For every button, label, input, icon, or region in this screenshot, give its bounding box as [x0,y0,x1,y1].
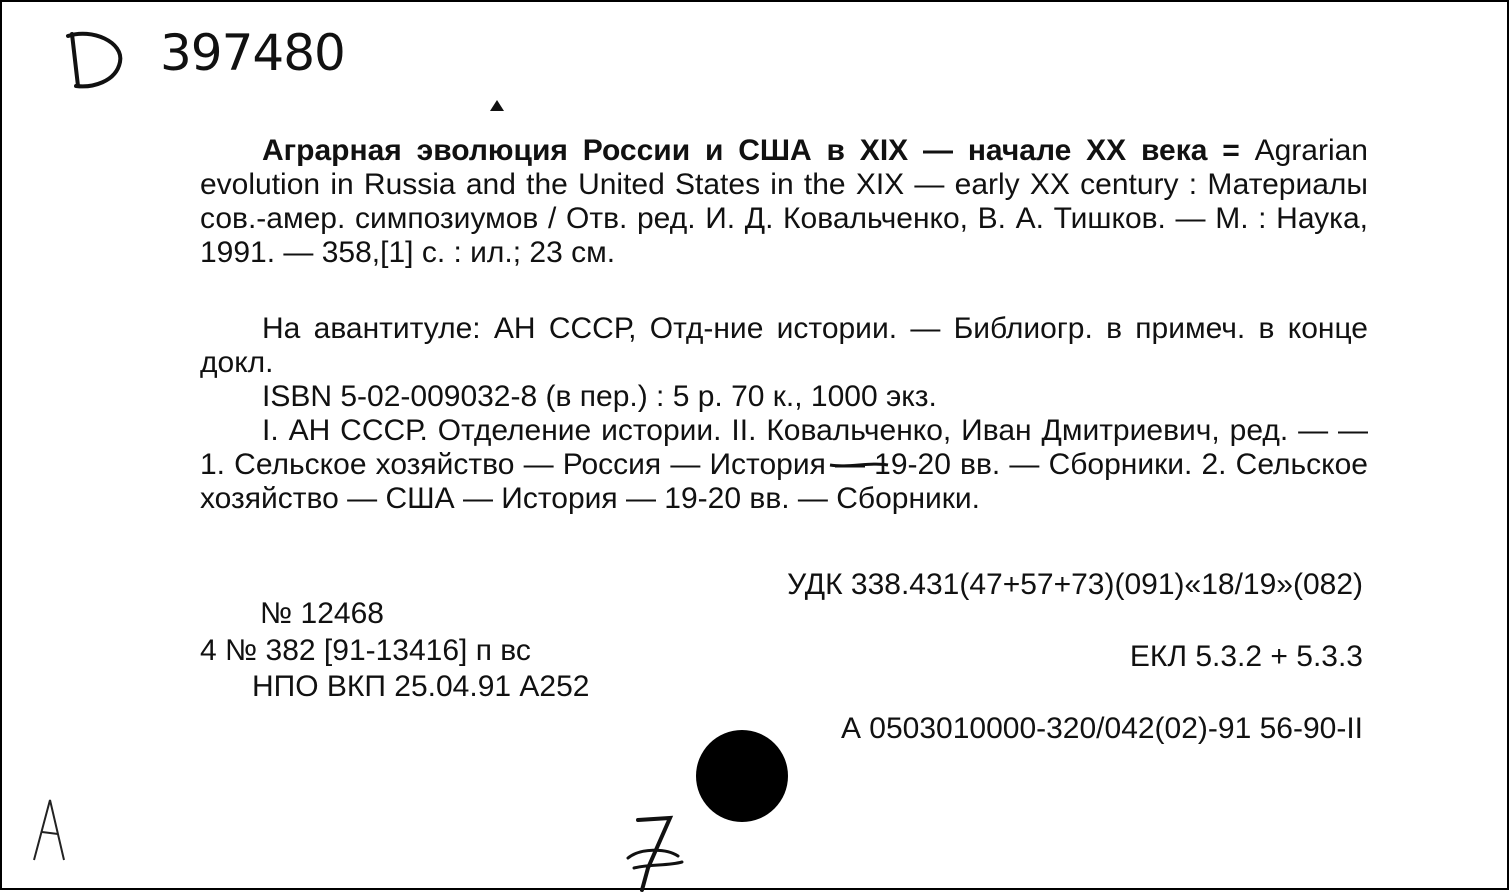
card-number: 397480 [160,24,345,82]
publisher-code: А 0503010000-320/042(02)-91 56-90-II [840,712,1363,745]
bibliographic-entry [200,134,1368,270]
record-number: № 12468 [260,597,384,630]
handwritten-mark [30,794,70,864]
entry-title: Аграрная эволюция России и США в XIX — начале XX века = [262,134,1240,167]
entry-body: Agrarian evolution in Russia and the United States in the XIX — early XX century : Материалы сов.-амер. симпозиумов / Отв. ред. И. Д. Ковальченко, В. А. Тишков. — М. : Наука, 1991. — 358,[1] с. : ил.; 23 см. [200,134,1368,269]
handwritten-mark [620,808,690,892]
ink-mark [488,98,506,112]
handwritten-letter-d [62,24,132,94]
isbn-line: ISBN 5-02-009032-8 (в пер.) : 5 р. 70 к., 1000 экз. [262,380,937,413]
notes-block [200,312,1368,516]
tracings: I. АН СССР. Отделение истории. II. Ковальченко, Иван Дмитриевич, ред. — — 1. Сельское хозяйство — Россия — История — 19-20 вв. — Сборники. 2. Сельское хозяйство — США — История — 19-20 вв. — Сборники. [200,414,1368,515]
ekl-code: ЕКЛ 5.3.2 + 5.3.3 [1129,640,1363,673]
annotation-note: На авантитуле: АН СССР, Отд-ние истории. — Библиогр. в примеч. в конце докл. [200,312,1368,379]
npo-line: НПО ВКП 25.04.91 А252 [252,670,590,703]
punch-hole [696,730,788,822]
udk-code: УДК 338.431(47+57+73)(091)«18/19»(082) [787,568,1363,601]
order-line: 4 № 382 [91-13416] п вс [200,634,531,667]
pen-underline [828,462,890,468]
